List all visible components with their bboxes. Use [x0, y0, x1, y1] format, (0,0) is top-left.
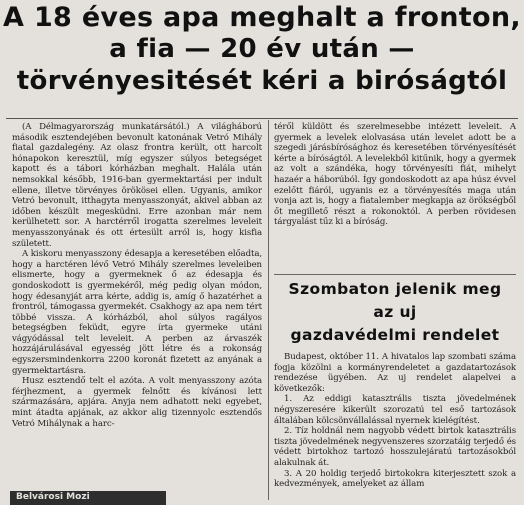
headline-line-2: a fia — 20 év után —	[109, 34, 415, 64]
article-column-left	[12, 122, 262, 500]
article-paragraph: 3. A 20 holdig terjedő birtokokra kiterjesztett szok a kedvezmények, amelyeket az állam	[274, 468, 516, 490]
article-paragraph: 2. Tíz holdnál nem nagyobb védett birtok katasztrális tiszta jövedelmének negyvenszeres szorzatáig terjedő és védett birtokhoz tartozó hosszulejáratú tartozásokból alakulnak át.	[274, 426, 516, 468]
article-paragraph: téről küldött és szerelmesebbe intézett leveleit. A gyermek a levelek elolvasása után levelet adott be a szegedi járásbírósághoz és keresetében törvényesítését kérte a bíróságtól. A levelekből kitűnik, hogy a gyermek az volt a szándéka, hogy törvényesíti fiát, mihelyt hazaér a háborúból. Így gondoskodott az apa húsz évvel ezelőtt fiáról, ugyanis ez a törvényesítés maga után vonja azt is, hogy a fiatalember megkapja az örökségből őt megillető részt a rokonoktól. A perben rövidesen tárgyalást tűz ki a bíróság.	[274, 122, 516, 228]
article-paragraph: A kiskoru menyasszony édesapja a keresetében előadta, hogy a harctéren lévő Vetró Mihály szerelmes leveleiben elismerte, hogy a gyermeknek ő az édesapja és gondoskodott is gyermekéről, még pedig olyan módon, hogy édesanyját arra kérte, addig is, amíg ő hazatérhet a frontról, támogassa gyermekét. Csakhogy az apa nem tért többé vissza. A kórházból, ahol súlyos ragályos betegségben feküdt, egyre írta gyermeke utáni vágyódással telt leveleit. A perben az árvaszék hozzájárulásával egyesség jött létre és a rokonság egyszersmindenkorra 2200 koronát fizetett az anyának a gyermektartásra.	[12, 249, 262, 376]
second-headline-line-2: az uj	[373, 303, 417, 321]
headline-rule	[6, 118, 518, 119]
article-paragraph: Budapest, október 11. A hivatalos lap szombati száma fogja közölni a kormányrendeletet a gazdatartozások rendezése ügyében. Az uj rendelet alapelvei a következők:	[274, 352, 516, 394]
column-separator	[268, 120, 269, 500]
headline-line-3: törvényesitését kéri a biróságtól	[16, 66, 508, 96]
bottom-heading-strip: Belvárosi Mozi	[10, 491, 166, 505]
second-headline-line-3: gazdavédelmi rendelet	[290, 326, 500, 344]
article-paragraph: Husz esztendő telt el azóta. A volt menyasszony azóta férjhezment, a gyermek felnőtt és kívánosi lett származására, apjára. Anyja nem adhatott neki egyebet, mint átadta apjának, az akkor alig tizennyolc esztendős Vetró Mihálynak a harc-	[12, 376, 262, 429]
article-paragraph: 1. Az eddigi katasztrális tiszta jövedelmének négyszeresére kikerült szorozatú tel eső tartozások általában kölcsönvállalással nyernek kielégítést.	[274, 394, 516, 426]
article-divider	[274, 274, 516, 275]
article-column-right	[274, 122, 516, 272]
second-article-body	[274, 352, 516, 500]
article-paragraph: (A Délmagyarország munkatársától.) A világháború második esztendejében bevonult katonának Vetró Mihály fiatal gazdalegény. Az olasz frontra került, ott harcolt hónapokon keresztül, míg egyszer súlyos betegséget kapott és a tábori kórházban meghalt. Halála után nemsokkal később, 1916-ban gyermektartási per indult ellene, illetve törvényes örökösei ellen. Ugyanis, amikor Vetró bevonult, itthagyta menyasszonyát, akivel abban az időben készült megesküdni. Erre azonban már nem kerülhetett sor. A harctérről irogatta szerelmes leveleit menyasszonyának és ott értesült arról is, hogy kisfia született.	[12, 122, 262, 249]
headline	[0, 2, 524, 97]
headline-line-1: A 18 éves apa meghalt a fronton,	[3, 2, 521, 33]
second-article-headline	[274, 278, 516, 347]
second-headline-line-1: Szombaton jelenik meg	[288, 280, 502, 298]
